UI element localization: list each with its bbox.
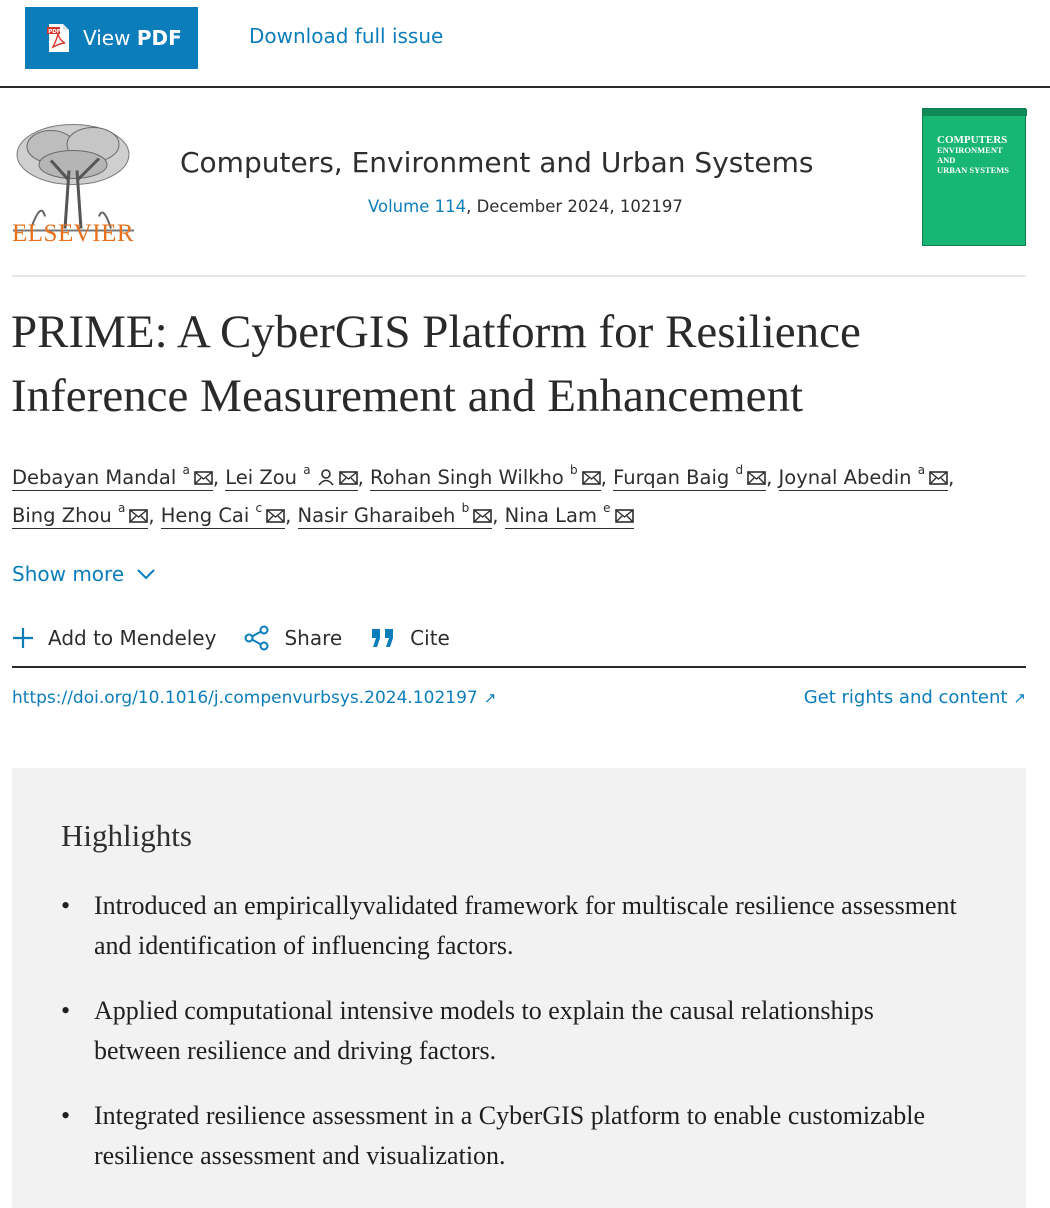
author-name: Heng Cai: [160, 504, 250, 527]
author-name: Nina Lam: [504, 504, 597, 527]
mendeley-label: Add to Mendeley: [48, 626, 217, 650]
pdf-icon: [47, 23, 71, 53]
cover-line: ENVIRONMENT: [937, 145, 1003, 155]
doi-link[interactable]: [12, 688, 496, 708]
affiliation-marker: a: [117, 500, 126, 515]
author-link[interactable]: [160, 500, 285, 529]
highlight-item: [61, 886, 961, 966]
author-name: Furqan Baig: [613, 466, 730, 489]
highlight-text: Introduced an empiricallyvalidated framework for multiscale resilience assessment and identification of influencing factors.: [94, 891, 957, 960]
affiliation-marker: c: [255, 500, 263, 515]
svg-text:PDF: PDF: [48, 28, 61, 35]
author-separator: ,: [492, 504, 505, 527]
affiliation-marker: a: [917, 462, 926, 477]
view-pdf-button[interactable]: [25, 7, 198, 69]
affiliation-marker: b: [461, 500, 470, 515]
show-more-label: Show more: [12, 562, 125, 586]
email-icon: [473, 509, 492, 523]
highlights-title: Highlights: [61, 818, 192, 853]
external-link-icon: ↗: [483, 689, 497, 707]
plus-icon: [12, 627, 34, 649]
author-separator: ,: [285, 504, 298, 527]
email-icon: [929, 471, 948, 485]
author-name: Bing Zhou: [12, 504, 112, 527]
highlight-text: Integrated resilience assessment in a CyberGIS platform to enable customizable resilience assessment and visualization.: [94, 1101, 925, 1170]
author-separator: ,: [212, 466, 226, 489]
article-title: PRIME: A CyberGIS Platform for Resilience Inference Measurement and Enhancement: [11, 306, 861, 422]
author-separator: ,: [948, 466, 955, 489]
rights-text: Get rights and content: [803, 687, 1008, 708]
issue-details: , December 2024, 102197: [466, 197, 683, 216]
author-name: Joynal Abedin: [778, 466, 912, 489]
highlight-item: [61, 1096, 961, 1176]
journal-cover[interactable]: [922, 108, 1026, 246]
email-icon: [582, 471, 601, 485]
journal-title[interactable]: Computers, Environment and Urban Systems: [180, 146, 814, 179]
highlights-panel: [12, 768, 1026, 1208]
author-link[interactable]: [504, 500, 634, 529]
author-list: [12, 459, 1042, 535]
show-more-button[interactable]: [12, 562, 156, 586]
header-divider: [12, 275, 1026, 277]
view-pdf-label-bold: PDF: [136, 26, 182, 50]
author-name: Nasir Gharaibeh: [297, 504, 456, 527]
chevron-down-icon: [136, 568, 156, 580]
bullet: •: [61, 996, 71, 1025]
author-separator: ,: [766, 466, 779, 489]
share-icon: [244, 625, 270, 651]
author-link[interactable]: [613, 462, 766, 491]
cover-line: AND: [937, 155, 956, 165]
affiliation-marker: a: [303, 462, 311, 477]
cover-line: URBAN SYSTEMS: [937, 165, 1010, 175]
share-button[interactable]: [244, 625, 342, 651]
cover-band: [923, 109, 1027, 116]
author-separator: ,: [357, 466, 370, 489]
email-icon: [747, 471, 766, 485]
email-icon: [129, 509, 148, 523]
doi-text: https://doi.org/10.1016/j.compenvurbsys.2024.102197: [12, 688, 478, 708]
publisher-wordmark: ELSEVIER: [12, 220, 135, 247]
author-link[interactable]: [297, 500, 493, 529]
affiliation-marker: e: [603, 500, 611, 515]
author-link[interactable]: [778, 462, 949, 491]
cite-label: Cite: [410, 626, 450, 650]
author-link[interactable]: [12, 462, 213, 491]
bullet: •: [61, 891, 71, 920]
download-full-issue-link[interactable]: Download full issue: [249, 24, 444, 48]
affiliation-marker: b: [570, 462, 578, 477]
journal-meta: [368, 197, 683, 216]
external-link-icon: ↗: [1013, 689, 1026, 707]
quote-icon: [370, 627, 396, 649]
affiliation-marker: a: [182, 462, 190, 477]
highlight-text: Applied computational intensive models to explain the causal relationships between resilience and driving factors.: [94, 996, 874, 1065]
email-icon: [339, 471, 358, 485]
author-link[interactable]: [370, 462, 601, 491]
author-separator: ,: [600, 466, 614, 489]
email-icon: [194, 471, 213, 485]
author-name: Lei Zou: [225, 466, 298, 489]
highlights-list: [61, 886, 961, 1201]
get-rights-link[interactable]: [804, 687, 1026, 708]
corresponding-author-icon: [317, 468, 335, 486]
bullet: •: [61, 1101, 71, 1130]
article-toolbar: [0, 0, 1050, 88]
author-name: Debayan Mandal: [12, 466, 177, 489]
author-name: Rohan Singh Wilkho: [370, 466, 564, 489]
article-actions: [12, 620, 478, 656]
highlight-item: [61, 991, 961, 1071]
author-link[interactable]: [12, 500, 148, 529]
author-link[interactable]: [225, 462, 357, 491]
actions-divider: [12, 666, 1026, 668]
affiliation-marker: d: [735, 462, 744, 477]
cite-button[interactable]: [370, 626, 450, 650]
cover-line: COMPUTERS: [937, 134, 1008, 146]
email-icon: [615, 509, 634, 523]
share-label: Share: [284, 626, 343, 650]
author-separator: ,: [148, 504, 161, 527]
email-icon: [266, 509, 285, 523]
add-to-mendeley-button[interactable]: [12, 626, 216, 650]
cover-text: [937, 135, 1023, 175]
volume-link[interactable]: Volume 114: [368, 197, 467, 216]
view-pdf-label: View: [83, 26, 131, 50]
